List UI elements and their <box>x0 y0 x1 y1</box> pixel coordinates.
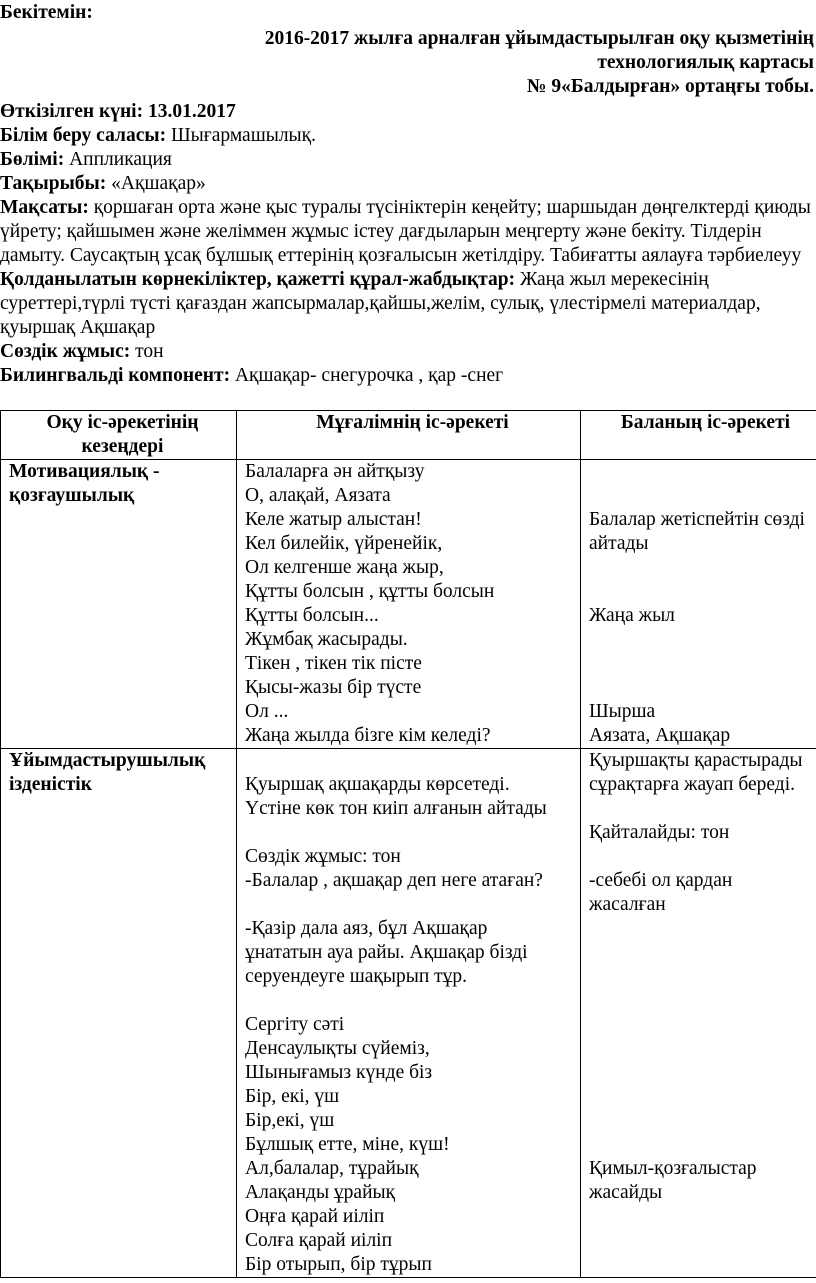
cell-line: жасайды <box>589 1182 663 1203</box>
lesson-info <box>0 100 816 388</box>
cell-line <box>589 797 816 821</box>
cell-line <box>589 652 816 676</box>
table-header-row <box>1 411 816 460</box>
header-teacher: Мұғалімнің іс-әрекеті <box>237 411 581 460</box>
cell-line: Қуыршақты қарастырады <box>589 750 803 771</box>
cell-line: Алақанды ұрайық <box>245 1182 396 1203</box>
header-stages: Оқу іс-әрекетінің кезеңдері <box>1 411 237 460</box>
table-row <box>1 749 816 1278</box>
table-row <box>1 460 816 749</box>
cell-line: Бұлшық етте, міне, күш! <box>245 1134 450 1155</box>
cell-line: Кел билейік, үйренейік, <box>245 533 443 554</box>
header-child: Баланың іс-әрекеті <box>581 411 816 460</box>
activity-table <box>0 410 816 1278</box>
cell-line: Үстіне көк тон киіп алғанын айтады <box>245 798 547 819</box>
cell-line: Сөздік жұмыс: тон <box>245 846 401 867</box>
lesson-tools <box>0 268 816 340</box>
lesson-date: Өткізілген күні: 13.01.2017 <box>0 101 236 122</box>
cell-line <box>589 917 816 941</box>
cell-line: сұрақтарға жауап береді. <box>589 774 795 795</box>
cell-line: Қимыл-қозғалыстар <box>589 1158 757 1179</box>
cell-line: Келе жатыр алыстан! <box>245 509 422 530</box>
cell-line: Бір отырып, бір тұрып <box>245 1254 432 1275</box>
cell-line: Ол келгенше жаңа жыр, <box>245 557 444 578</box>
cell-line <box>245 989 580 1013</box>
cell-line: Балалар жетіспейтін сөзді <box>589 509 805 530</box>
bilingual-label: Билингвальді компонент: <box>0 365 231 386</box>
stage-organization: Ұйымдастырушылық ізденістік <box>9 750 206 795</box>
cell-line: айтады <box>589 533 649 554</box>
cell-line <box>589 941 816 965</box>
cell-line: О, алақай, Аязата <box>245 485 391 506</box>
field-value: Шығармашылық. <box>166 125 316 146</box>
child-cell <box>581 749 816 1278</box>
stage-cell <box>1 749 237 1278</box>
cell-line: жасалған <box>589 894 666 915</box>
cell-line: Денсаулықты сүйеміз, <box>245 1038 430 1059</box>
teacher-cell <box>237 749 581 1278</box>
vocabulary-work <box>0 340 816 364</box>
cell-line <box>589 460 816 484</box>
cell-line: Құтты болсын... <box>245 605 379 626</box>
stage-cell <box>1 460 237 749</box>
cell-line <box>589 965 816 989</box>
tools-label: Қолданылатын көрнекіліктер, қажетті құрал-жабдықтар: <box>0 269 516 290</box>
cell-line <box>589 580 816 604</box>
lesson-topic <box>0 172 816 196</box>
cell-line <box>589 989 816 1013</box>
cell-line <box>589 1013 816 1037</box>
cell-line: Құтты болсын , құтты болсын <box>245 581 495 602</box>
topic-value: «Ақшақар» <box>106 173 206 194</box>
cell-line: Жаңа жылда бізге кім келеді? <box>245 725 491 746</box>
cell-line: -себебі ол қардан <box>589 870 733 891</box>
cell-line: Солға қарай иіліп <box>245 1230 393 1251</box>
cell-line: Шырша <box>589 701 656 722</box>
title-line-3: № 9«Балдырған» ортаңғы тобы. <box>526 76 814 97</box>
cell-line <box>245 893 580 917</box>
education-field <box>0 124 816 148</box>
goal-value: қоршаған орта және қыс туралы түсініктерін кеңейту; шаршыдан дөңгелктерді қиюды үйрету; қайшымен және желіммен жұмыс істеу дағдыларын меңгерту және бекіту. Тілдерін дамыту. Саусақтың ұсақ бұлшық еттерінің қозғалысын жетілдіру. Табиғатты аялауға тәрбиелеуу <box>0 197 811 266</box>
goal-label: Мақсаты: <box>0 197 89 218</box>
title-line-2: технологиялық картасы <box>597 52 814 73</box>
teacher-cell <box>237 460 581 749</box>
topic-label: Тақырыбы: <box>0 173 107 194</box>
cell-line <box>589 556 816 580</box>
cell-line <box>589 1109 816 1133</box>
vocab-value: тон <box>130 341 164 362</box>
section-value: Аппликация <box>64 149 172 170</box>
cell-line <box>589 1205 816 1229</box>
stage-motivation: Мотивациялық - қозғаушылық <box>9 461 160 506</box>
cell-line: Қысы-жазы бір түсте <box>245 677 422 698</box>
cell-line: Балаларға ән айтқызу <box>245 461 425 482</box>
cell-line <box>245 749 580 773</box>
cell-line <box>589 676 816 700</box>
cell-line: -Балалар , ақшақар деп неге атаған? <box>245 870 543 891</box>
cell-line <box>589 1037 816 1061</box>
cell-line <box>589 1253 816 1277</box>
child-cell <box>581 460 816 749</box>
cell-line <box>589 1133 816 1157</box>
cell-line: Тікен , тікен тік пісте <box>245 653 422 674</box>
approval-label: Бекітемін: <box>0 2 93 23</box>
cell-line: -Қазір дала аяз, бұл Ақшақар <box>245 918 488 939</box>
cell-line: ұнататын ауа райы. Ақшақар бізді <box>245 942 528 963</box>
cell-line <box>245 821 580 845</box>
cell-line: Шынығамыз күнде біз <box>245 1062 433 1083</box>
cell-line: серуендеуге шақырып тұр. <box>245 966 468 987</box>
cell-line: Ал,балалар, тұрайық <box>245 1158 419 1179</box>
cell-line: Бір, екі, үш <box>245 1086 340 1107</box>
title-line-1: 2016-2017 жылға арналған ұйымдастырылған оқу қызметінің <box>264 28 814 49</box>
vocab-label: Сөздік жұмыс: <box>0 341 131 362</box>
cell-line: Ол ... <box>245 701 289 722</box>
cell-line: Қайталайды: тон <box>589 822 730 843</box>
field-label: Білім беру саласы: <box>0 125 167 146</box>
cell-line <box>589 628 816 652</box>
section-label: Бөлімі: <box>0 149 65 170</box>
bilingual-value: Ақшақар- снегурочка , қар -снег <box>230 365 504 386</box>
cell-line <box>589 484 816 508</box>
cell-line <box>589 1061 816 1085</box>
lesson-section <box>0 148 816 172</box>
cell-line: Сергіту сәті <box>245 1014 345 1035</box>
cell-line: Жұмбақ жасырады. <box>245 629 408 650</box>
cell-line: Бір,екі, үш <box>245 1110 335 1131</box>
cell-line <box>589 1085 816 1109</box>
cell-line <box>589 845 816 869</box>
cell-line <box>589 1229 816 1253</box>
bilingual-component <box>0 364 816 388</box>
lesson-goal <box>0 196 816 268</box>
cell-line: Қуыршақ ақшақарды көрсетеді. <box>245 774 510 795</box>
cell-line: Оңға қарай иіліп <box>245 1206 385 1227</box>
cell-line: Жаңа жыл <box>589 605 675 626</box>
cell-line: Аязата, Ақшақар <box>589 725 731 746</box>
tools-value: Жаңа жыл мерекесінің суреттері,түрлі түсті қағаздан жапсырмалар,қайшы,желім, сулық, үлестірмелі материалдар, қуыршақ Ақшақар <box>0 269 761 338</box>
document-title <box>265 27 814 99</box>
